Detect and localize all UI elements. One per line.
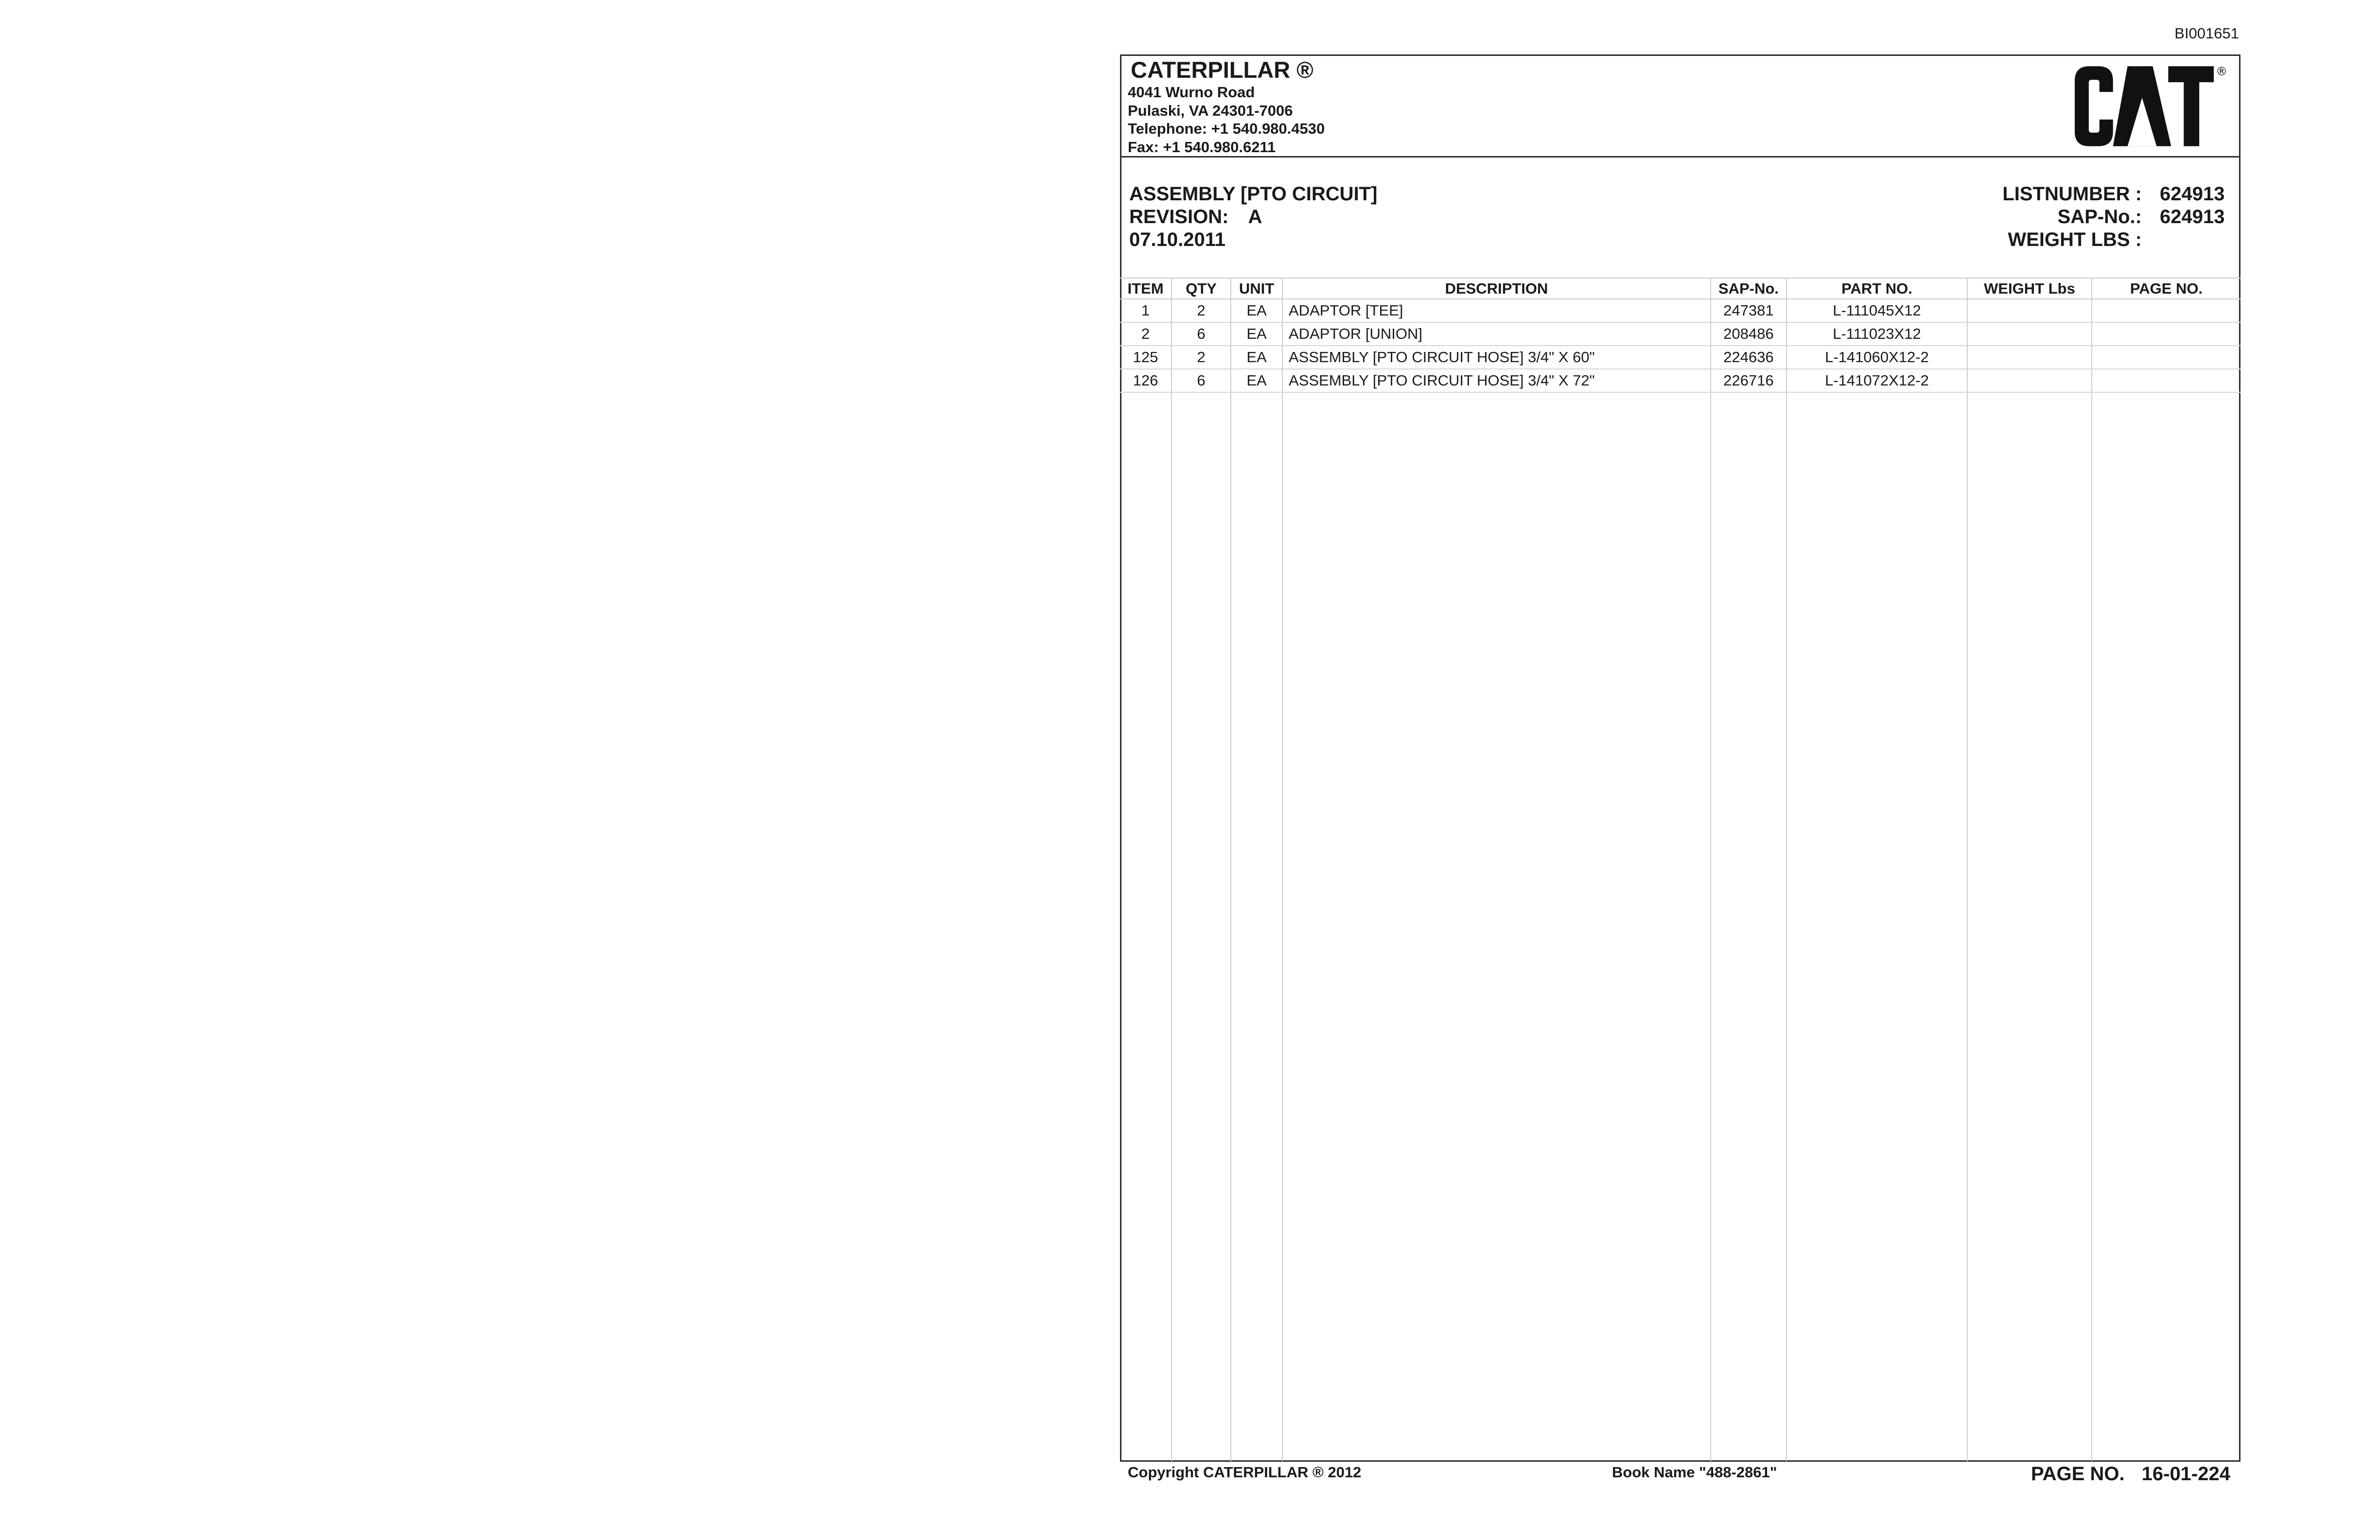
revision-value: A	[1248, 206, 1262, 228]
revision-line	[1129, 206, 1377, 228]
assembly-info	[1129, 183, 1377, 251]
cell-description: ASSEMBLY [PTO CIRCUIT HOSE] 3/4" X 72"	[1282, 369, 1711, 392]
cell-item: 125	[1120, 346, 1172, 369]
cell-sap-no: 247381	[1711, 299, 1786, 322]
list-number-value: 624913	[2160, 183, 2225, 205]
empty-cell	[1231, 392, 1282, 1461]
column-header-part-no: PART NO.	[1786, 278, 1967, 299]
footer-page-number	[2031, 1462, 2230, 1486]
empty-cell	[1120, 392, 1172, 1461]
cell-part-no: L-111045X12	[1786, 299, 1967, 322]
table-row	[1120, 369, 2240, 392]
cell-weight	[1967, 346, 2092, 369]
column-header-unit: UNIT	[1231, 278, 1282, 299]
parts-list-sheet	[1120, 54, 2240, 1462]
page-number-value: 16-01-224	[2141, 1463, 2230, 1485]
cell-sap-no: 226716	[1711, 369, 1786, 392]
cell-part-no: L-141072X12-2	[1786, 369, 1967, 392]
page-number-label: PAGE NO.	[2031, 1463, 2125, 1485]
address-city: Pulaski, VA 24301-7006	[1128, 102, 1293, 119]
footer-book-name: Book Name "488-2861"	[1612, 1464, 1777, 1481]
cell-qty: 2	[1172, 346, 1231, 369]
revision-label: REVISION:	[1129, 206, 1229, 228]
cell-sap-no: 208486	[1711, 322, 1786, 346]
cell-page-no	[2092, 346, 2240, 369]
assembly-title: ASSEMBLY [PTO CIRCUIT]	[1129, 183, 1378, 205]
parts-table	[1120, 278, 2240, 1461]
footer-copyright: Copyright CATERPILLAR ® 2012	[1128, 1464, 1362, 1481]
weight-row	[1947, 228, 2224, 251]
table-header-row	[1120, 278, 2240, 299]
company-name: CATERPILLAR ®	[1131, 57, 1313, 83]
cell-weight	[1967, 299, 2092, 322]
document-id: BI001651	[2174, 25, 2239, 42]
column-header-page-no: PAGE NO.	[2092, 278, 2240, 299]
sap-number-value: 624913	[2160, 206, 2225, 228]
column-header-item: ITEM	[1120, 278, 1172, 299]
empty-cell	[1711, 392, 1786, 1461]
empty-cell	[1172, 392, 1231, 1461]
empty-cell	[1282, 392, 1711, 1461]
column-header-description: DESCRIPTION	[1282, 278, 1711, 299]
table-empty-space	[1120, 392, 2240, 1461]
empty-cell	[2092, 392, 2240, 1461]
cell-unit: EA	[1231, 299, 1282, 322]
cell-page-no	[2092, 322, 2240, 346]
empty-cell	[1967, 392, 2092, 1461]
cell-part-no: L-141060X12-2	[1786, 346, 1967, 369]
table-row	[1120, 322, 2240, 346]
cell-page-no	[2092, 369, 2240, 392]
cell-description: ADAPTOR [TEE]	[1282, 299, 1711, 322]
address-fax: Fax: +1 540.980.6211	[1128, 138, 1276, 156]
cell-weight	[1967, 369, 2092, 392]
cell-page-no	[2092, 299, 2240, 322]
sap-number-label: SAP-No.:	[2057, 206, 2142, 228]
cell-description: ASSEMBLY [PTO CIRCUIT HOSE] 3/4" X 60"	[1282, 346, 1711, 369]
address-telephone: Telephone: +1 540.980.4530	[1128, 120, 1325, 137]
list-number-row	[1947, 183, 2224, 206]
table-row	[1120, 346, 2240, 369]
column-header-qty: QTY	[1172, 278, 1231, 299]
address-street: 4041 Wurno Road	[1128, 84, 1255, 101]
cat-logo	[2073, 64, 2228, 149]
cell-unit: EA	[1231, 369, 1282, 392]
column-header-sap-no: SAP-No.	[1711, 278, 1786, 299]
table-row	[1120, 299, 2240, 322]
cell-item: 126	[1120, 369, 1172, 392]
cell-sap-no: 224636	[1711, 346, 1786, 369]
company-address	[1128, 83, 1325, 156]
cell-item: 2	[1120, 322, 1172, 346]
cell-part-no: L-111023X12	[1786, 322, 1967, 346]
logo-letter-c	[2075, 66, 2113, 146]
cell-qty: 6	[1172, 369, 1231, 392]
cell-qty: 6	[1172, 322, 1231, 346]
sap-number-row	[1947, 206, 2224, 228]
empty-cell	[1786, 392, 1967, 1461]
cell-unit: EA	[1231, 346, 1282, 369]
cell-unit: EA	[1231, 322, 1282, 346]
logo-letter-t	[2168, 66, 2214, 146]
column-header-weight: WEIGHT Lbs	[1967, 278, 2092, 299]
logo-registered-mark: ®	[2216, 65, 2227, 79]
cell-weight	[1967, 322, 2092, 346]
cell-qty: 2	[1172, 299, 1231, 322]
cell-description: ADAPTOR [UNION]	[1282, 322, 1711, 346]
assembly-date: 07.10.2011	[1129, 229, 1225, 250]
list-number-label: LISTNUMBER :	[2002, 183, 2142, 205]
cell-item: 1	[1120, 299, 1172, 322]
weight-label: WEIGHT LBS :	[2008, 229, 2142, 250]
header-divider	[1120, 156, 2240, 158]
identifier-info	[1947, 183, 2224, 251]
